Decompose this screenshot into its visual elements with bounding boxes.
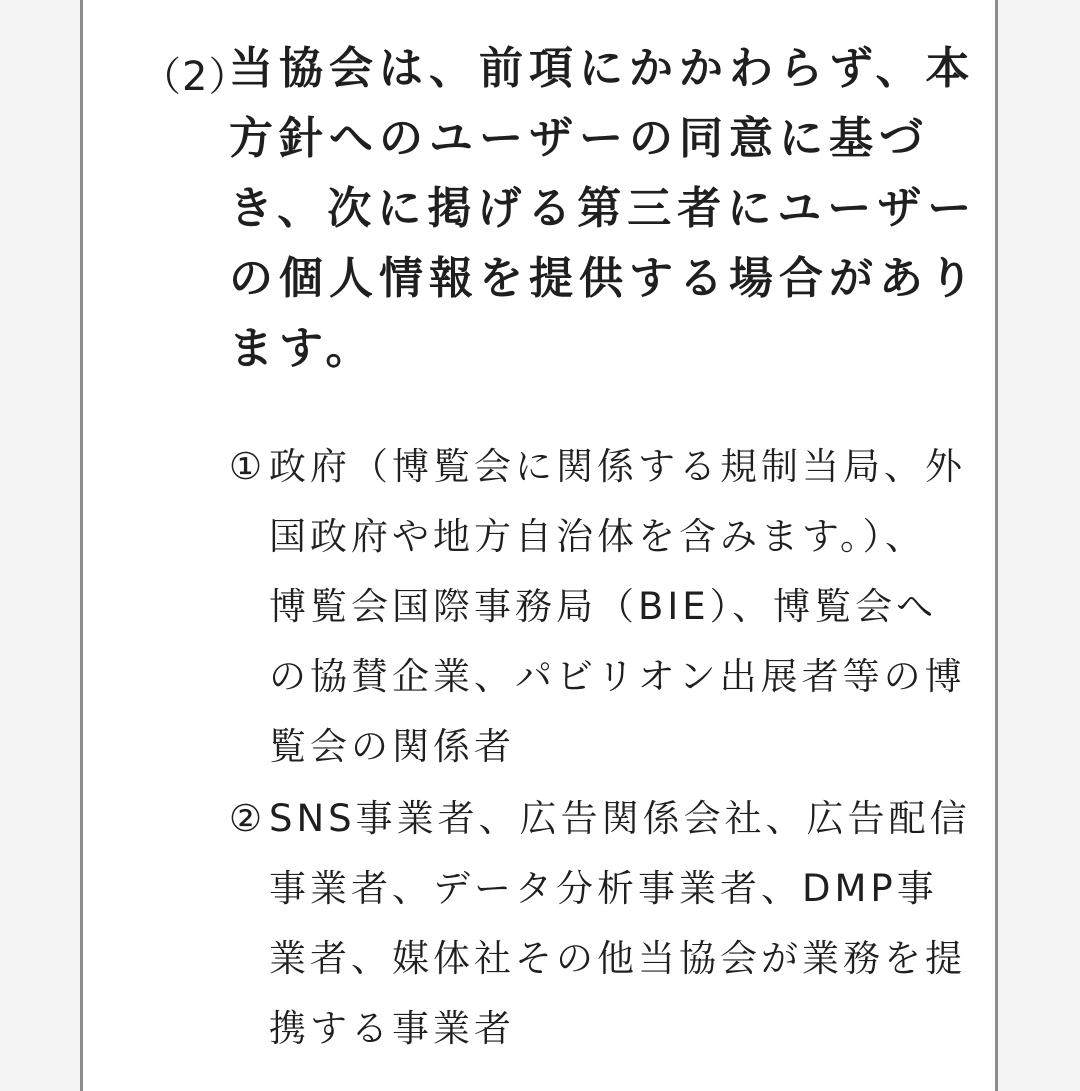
list-item-text: 国政府や地方自治体を含みます。）、: [269, 515, 927, 558]
list-item-text: の協賛企業、パビリオン出展者等の博: [269, 655, 966, 698]
list-item-business-partners: [229, 784, 971, 1064]
list-item-government: [229, 432, 966, 782]
clause-line: の個人情報を提供する場合があり: [229, 253, 979, 304]
list-item-text: 携する事業者: [269, 1007, 515, 1050]
list-item-first-line: [229, 784, 971, 854]
list-item-text: 事業者、データ分析事業者、DMP事: [269, 867, 938, 910]
clause-text: [229, 34, 979, 384]
clause-line: 当協会は、前項にかかわらず、本: [229, 43, 976, 94]
list-item-text: 業者、媒体社その他当協会が業務を提: [269, 937, 966, 980]
clause-line: き、次に掲げる第三者にユーザー: [229, 183, 978, 234]
list-item-text: 政府（博覧会に関係する規制当局、外: [269, 445, 966, 488]
list-item-first-line: [229, 432, 966, 502]
item-marker: ②: [229, 797, 267, 840]
clause-line: 方針へのユーザーの同意に基づ: [229, 113, 929, 164]
clause-line: ます。: [229, 323, 376, 374]
list-item-text: SNS事業者、広告関係会社、広告配信: [269, 797, 971, 840]
list-item-text: 博覧会国際事務局（BIE）、博覧会へ: [269, 585, 938, 628]
list-item-text: 覧会の関係者: [269, 725, 515, 768]
item-marker: ①: [229, 445, 267, 488]
clause-number: （2）: [141, 54, 250, 100]
